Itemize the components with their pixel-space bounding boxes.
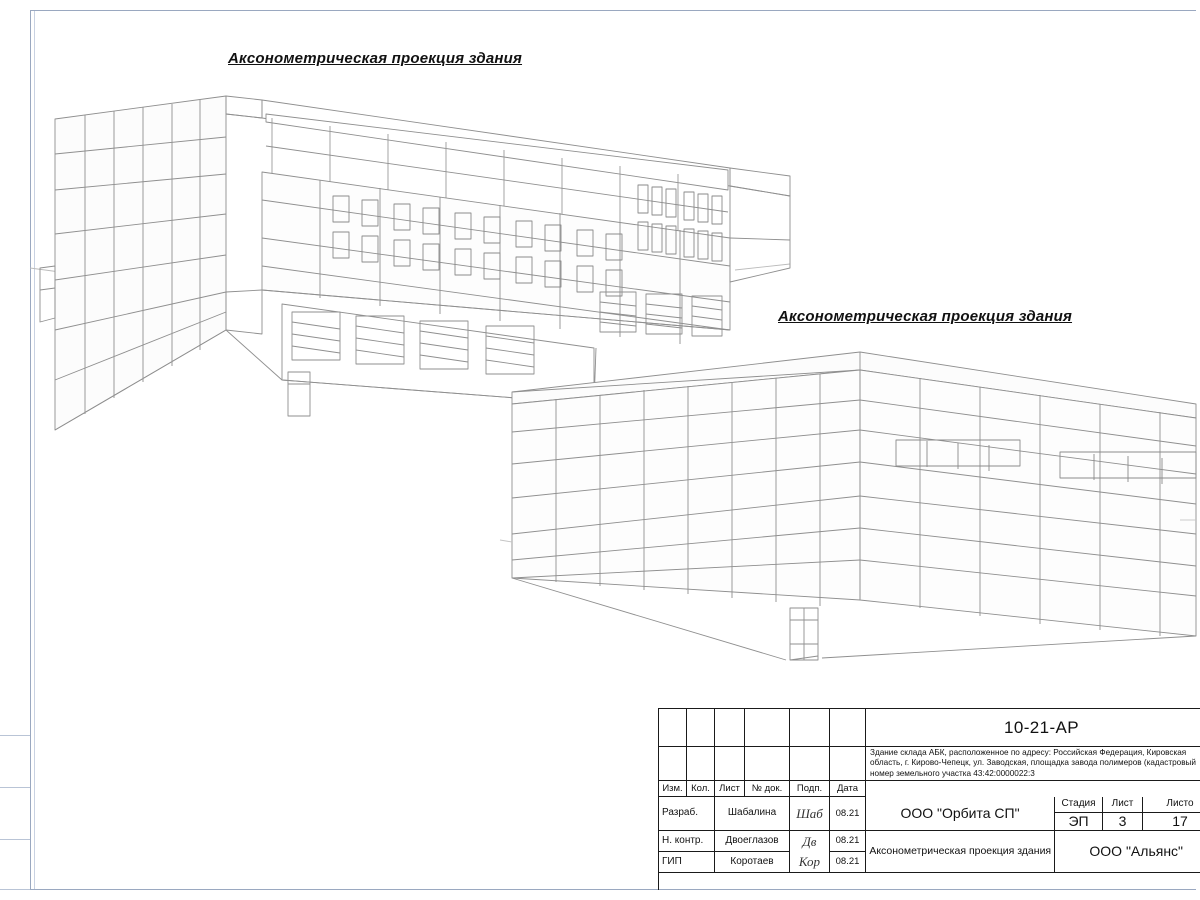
grid-cell-podp-empty <box>790 709 830 747</box>
project-code: 10-21-АР <box>866 709 1200 747</box>
building-lower <box>500 352 1196 660</box>
page-title-lower: Аксонометрическая проекция здания <box>778 308 1073 325</box>
title-block-row-control <box>659 831 1200 873</box>
column-header-ndok: № док. <box>745 781 790 797</box>
date-developer: 08.21 <box>830 797 866 831</box>
title-block-column-headers <box>659 781 1200 797</box>
signature-normcontrol: Дв <box>790 831 830 852</box>
grid-cell-izm-empty2 <box>659 747 687 781</box>
title-block-row-developer <box>659 797 1200 831</box>
drawing-name: Аксонометрическая проекция здания <box>866 831 1055 873</box>
grid-cell-list-empty <box>715 709 745 747</box>
stage-value: ЭП <box>1055 813 1103 831</box>
desc-spacer <box>866 781 1200 797</box>
grid-cell-ndok-empty2 <box>745 747 790 781</box>
sheet-value: 3 <box>1103 813 1143 831</box>
role-normcontrol: Н. контр. <box>659 831 715 852</box>
signature-chief-engineer: Кор <box>790 852 830 873</box>
date-chief-engineer: 08.21 <box>830 852 866 873</box>
signature-developer: Шаб <box>790 797 830 831</box>
sheets-value: 17 <box>1143 813 1200 831</box>
grid-cell-data-empty2 <box>830 747 866 781</box>
grid-cell-kol-empty <box>687 709 715 747</box>
page-title-upper: Аксонометрическая проекция здания <box>228 50 523 67</box>
stage-label: Стадия <box>1055 797 1103 813</box>
grid-cell-ndok-empty <box>745 709 790 747</box>
column-header-podp: Подп. <box>790 781 830 797</box>
object-description: Здание склада АБК, расположенное по адресу: Российская Федерация, Кировская область, г. Кирово-Чепецк, ул. Заводская, площадка завода полимеров (кадастровый номер земельного участка 43:42:0000022:3 <box>866 747 1200 781</box>
role-developer: Разраб. <box>659 797 715 831</box>
sheet-label: Лист <box>1103 797 1143 813</box>
column-header-izm: Изм. <box>659 781 687 797</box>
name-chief-engineer: Коротаев <box>715 852 790 873</box>
title-block <box>658 708 1200 890</box>
grid-cell-list-empty2 <box>715 747 745 781</box>
name-normcontrol: Двоеглазов <box>715 831 790 852</box>
organization-secondary: ООО "Альянс" <box>1055 831 1200 873</box>
title-block-row-desc <box>659 747 1200 781</box>
name-developer: Шабалина <box>715 797 790 831</box>
organization-main: ООО "Орбита СП" <box>866 797 1055 831</box>
date-normcontrol: 08.21 <box>830 831 866 852</box>
column-header-data: Дата <box>830 781 866 797</box>
sheets-label: Листо <box>1143 797 1200 813</box>
grid-cell-izm-empty <box>659 709 687 747</box>
grid-cell-data-empty <box>830 709 866 747</box>
role-chief-engineer: ГИП <box>659 852 715 873</box>
column-header-kol: Кол. <box>687 781 715 797</box>
title-block-row-top <box>659 709 1200 747</box>
grid-cell-kol-empty2 <box>687 747 715 781</box>
grid-cell-podp-empty2 <box>790 747 830 781</box>
column-header-list: Лист <box>715 781 745 797</box>
